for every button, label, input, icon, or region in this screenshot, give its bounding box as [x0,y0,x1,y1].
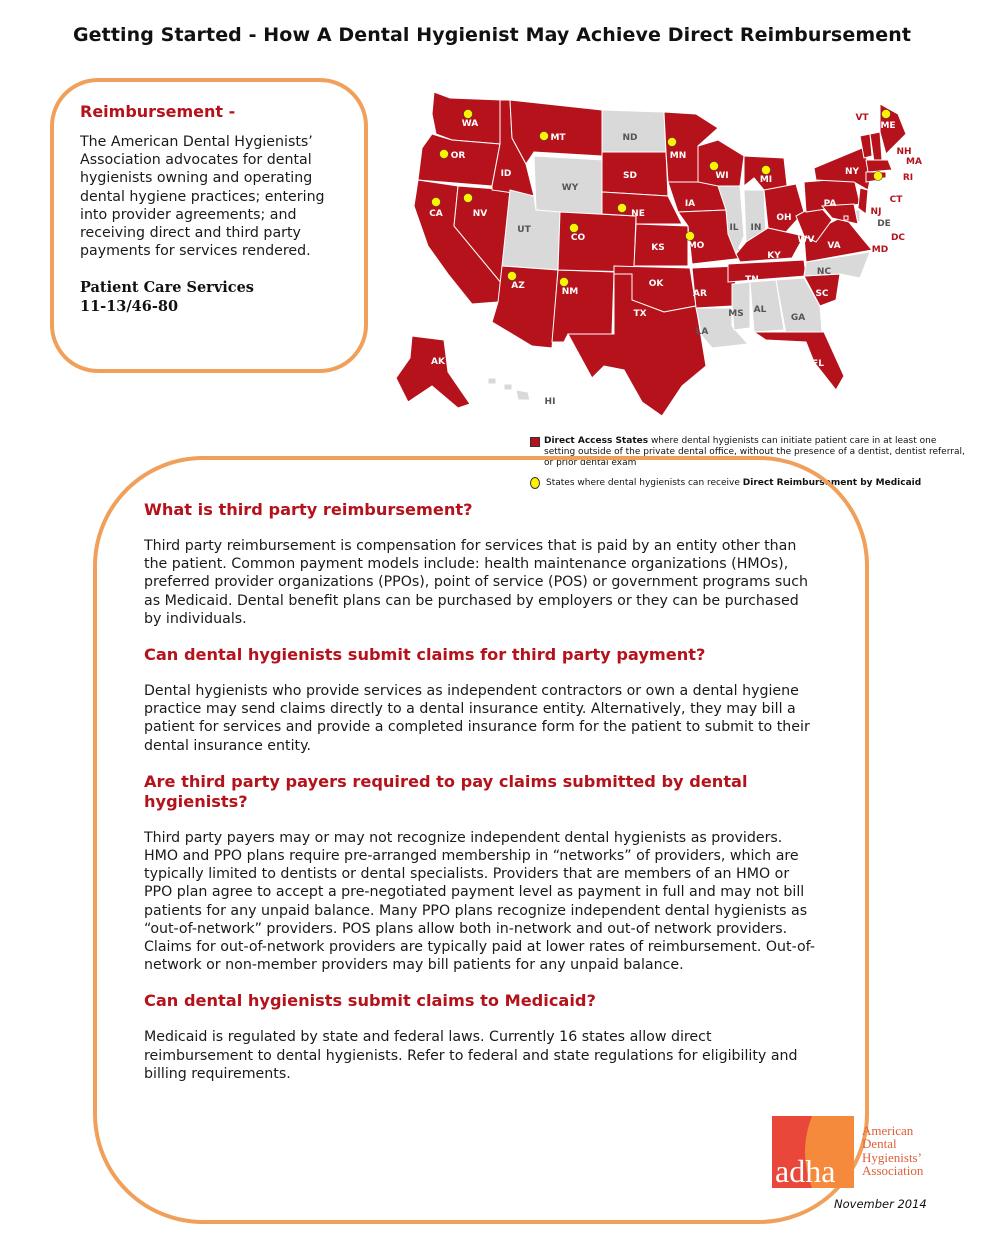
medicaid-dot-co [570,224,579,233]
medicaid-dot-mn [668,138,677,147]
state-co [558,212,636,272]
state-label-pa: PA [823,199,837,209]
state-label-wy: WY [561,183,579,193]
state-label-wa: WA [461,119,479,129]
medicaid-dot-or [440,150,449,159]
state-label-ri: RI [902,173,914,183]
logo-line3: Hygienists’ [862,1149,922,1165]
state-label-ma: MA [906,157,922,167]
publication-date: November 2014 [834,1197,927,1211]
state-dc [844,216,848,220]
medicaid-dot-wi [710,162,719,171]
state-nh [870,132,882,162]
state-label-md: MD [871,245,889,255]
state-label-oh: OH [776,213,792,223]
logo-wordmark [862,1124,923,1178]
state-label-wi: WI [715,171,729,181]
state-label-ut: UT [517,225,531,235]
state-label-il: IL [729,223,739,233]
faq-body-1: Third party reimbursement is compensation for services that is paid by an entity other than the patient. Common payment models include: health maintenance organizations (HMOs), preferred provider organizations (PPOs), point of service (POS) or government programs such as Medicaid. Dental benefit plans can be purchased by employers or they can be purchased by individuals. [144,538,808,627]
legend-medicaid-bold: Direct Reimbursement by Medicaid [742,477,922,488]
state-label-ky: KY [767,251,781,261]
faq-body-4: Medicaid is regulated by state and federal laws. Currently 16 states allow direct reimbursement to dental hygienists. Refer to federal and state regulations for eligibility and billing requirements. [144,1029,798,1082]
state-label-ne: NE [631,209,645,219]
reimbursement-box [50,78,368,373]
state-label-al: AL [753,305,767,315]
patient-care-line2: 11-13/46-80 [80,298,179,316]
state-label-me: ME [880,121,896,131]
state-label-mt: MT [550,133,566,143]
state-label-or: OR [450,151,466,161]
state-label-wv: WV [797,235,815,245]
state-hi [488,378,530,400]
state-label-dc: DC [890,233,906,243]
state-ma [866,160,892,172]
state-label-ar: AR [693,289,707,299]
state-label-in: IN [750,223,762,233]
us-map [392,86,972,416]
legend-direct-rest: where dental hygienists can initiate patient care in at least one setting outside of the private dental office, without the presence of a dentist, dentist referral, or prior dental exam [544,436,965,468]
state-label-de: DE [877,219,891,229]
page-title: Getting Started - How A Dental Hygienist May Achieve Direct Reimbursement [72,24,912,46]
logo-line2: Dental [862,1136,897,1152]
state-label-mo: MO [687,241,705,251]
state-label-id: ID [500,169,512,179]
state-ms [732,282,750,330]
state-label-nc: NC [816,267,832,277]
state-label-az: AZ [511,281,525,291]
medicaid-dot-ma [874,172,883,181]
state-label-sc: SC [815,289,829,299]
direct-access-swatch [530,437,540,447]
state-label-ms: MS [728,309,744,319]
faq-body-2: Dental hygienists who provide services as independent contractors or own a dental hygiene practice may send claims directly to a dental insurance entity. Alternatively, they may bill a patient for services and provide a completed insurance form for the patient to submit to their dental insurance entity. [144,683,810,754]
state-label-nj: NJ [870,207,882,217]
logo-line1: American [862,1123,914,1138]
medicaid-dot-ca [432,198,441,207]
medicaid-dot-wa [464,110,473,119]
state-label-nm: NM [561,287,579,297]
state-label-nd: ND [622,133,638,143]
medicaid-dot-me [882,110,891,119]
state-label-ok: OK [648,279,664,289]
state-label-fl: FL [812,359,824,369]
state-az [492,266,558,348]
legend-direct-bold: Direct Access States [544,436,649,446]
medicaid-dot-mi [762,166,771,175]
state-ia [668,182,726,212]
medicaid-dot-nm [560,278,569,287]
faq-heading-4: Can dental hygienists submit claims to Medicaid? [144,991,596,1011]
faq-body-3: Third party payers may or may not recognize independent dental hygienists as providers. HMO and PPO plans require pre-arranged membership in “networks” of providers, which are typically limited to dentists or dental specialists. Providers that are members of an HMO or PPO plan agree to accept a pre-negotiated payment level as payment in full and may not bill patients for any unpaid balance. Many PPO plans recognize independent dental hygienists as “out-of-network” providers. POS plans allow both in-network and out-of network providers. Claims for out-of-network providers are typically paid at lower rates of reimbursement. Out-of-network or non-member providers may bill patients for any unpaid balance. [144,829,815,974]
state-label-co: CO [570,233,586,243]
state-label-nh: NH [896,147,912,157]
reimbursement-heading: Reimbursement - [80,102,236,121]
state-label-mn: MN [669,151,687,161]
medicaid-dot-nv [464,194,473,203]
reimbursement-body: The American Dental Hygienists’ Association advocates for dental hygienists owning and operating dental hygiene practices; entering into provider agreements; and receiving direct and third party payments for services rendered. [80,134,325,260]
state-label-sd: SD [623,171,637,181]
medicaid-dot-ne [618,204,627,213]
medicaid-dot-az [508,272,517,281]
faq-heading-3: Are third party payers required to pay claims submitted by dental hygienists? [144,771,748,811]
medicaid-dot-mt [540,132,549,141]
legend-medicaid-pre: States where dental hygienists can receive [546,477,743,488]
faq-content [144,500,820,1100]
us-map-svg [392,86,972,416]
patient-care-services-label [80,278,344,316]
state-label-ct: CT [889,195,903,205]
faq-heading-1: What is third party reimbursement? [144,500,473,519]
state-fl [754,332,844,390]
state-oh [764,184,804,232]
state-label-mi: MI [759,175,773,185]
state-label-tn: TN [745,275,759,285]
state-label-ak: AK [431,357,445,367]
state-mt [510,100,602,164]
state-nd [602,110,666,152]
state-label-la: LA [695,327,709,337]
state-label-tx: TX [633,309,647,319]
medicaid-dot-mo [686,232,695,241]
state-label-ga: GA [790,313,806,323]
patient-care-line1: Patient Care Services [80,279,254,297]
state-label-vt: VT [855,113,869,123]
state-label-hi: HI [544,397,556,407]
state-ak [396,336,470,408]
state-label-nv: NV [472,209,488,219]
faq-heading-2: Can dental hygienists submit claims for third party payment? [144,645,706,665]
state-label-ny: NY [844,167,860,177]
logo-adha-mark: adha [775,1153,836,1188]
state-label-ca: CA [429,209,443,219]
logo-line4: Association [862,1163,924,1179]
state-label-ia: IA [684,199,696,209]
state-label-va: VA [827,241,841,251]
state-label-ks: KS [651,243,665,253]
